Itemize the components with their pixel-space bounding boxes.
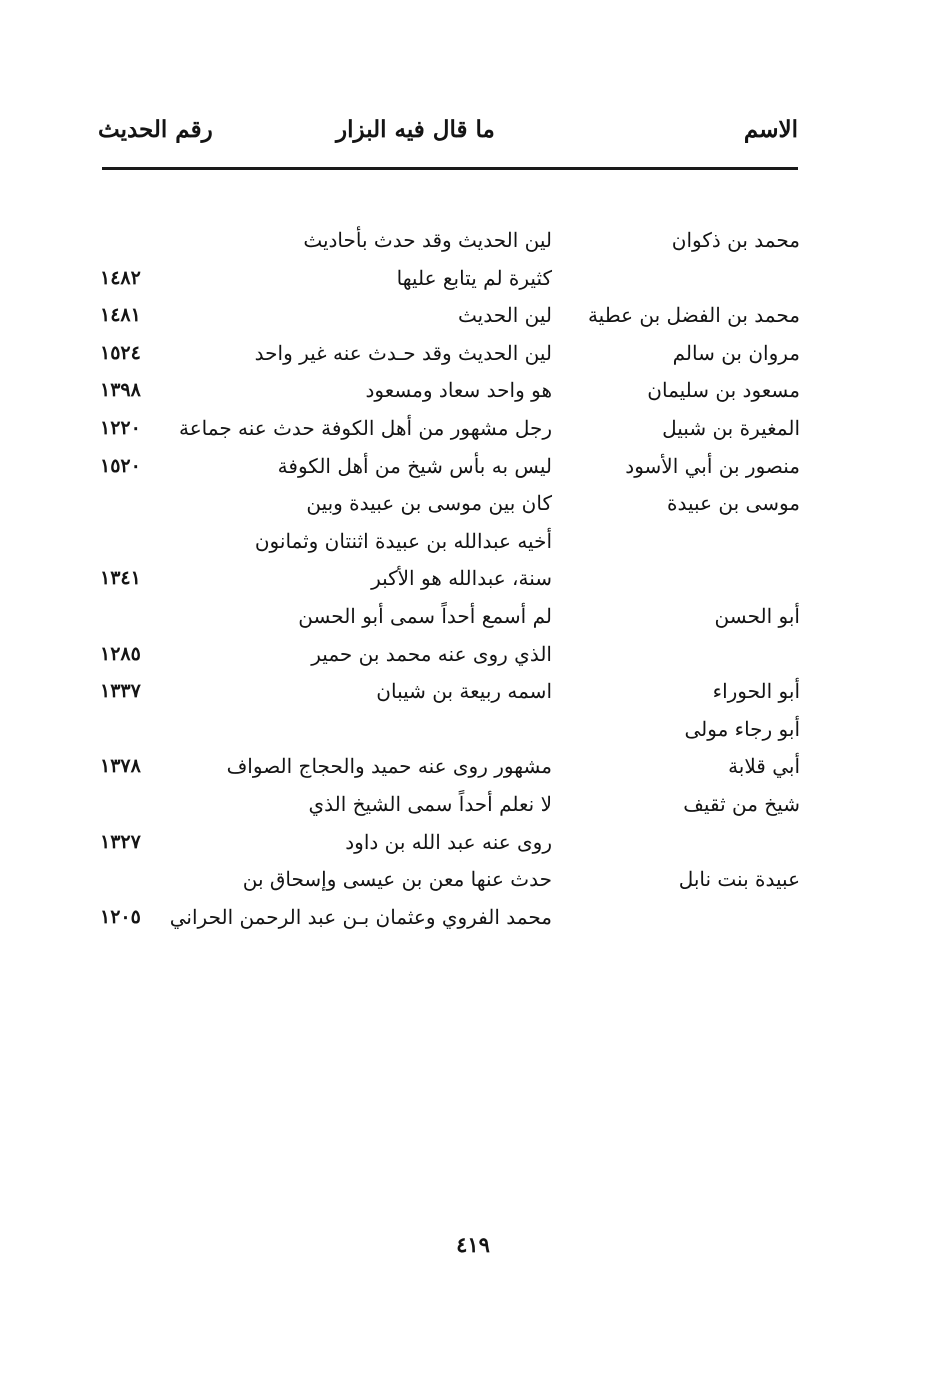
table-row: [0, 448, 946, 486]
hadith-number: ١٣٩٨: [100, 379, 141, 402]
narrator-name: المغيرة بن شبيل: [662, 415, 800, 440]
hadith-number: ١٢٨٥: [100, 642, 141, 665]
narrator-name: أبو الحوراء: [712, 679, 800, 704]
header-divider: [102, 167, 798, 170]
table-row: [0, 598, 946, 636]
table-row: [0, 297, 946, 335]
bazzar-statement: لا نعلم أحداً سمى الشيخ الذي: [308, 791, 552, 816]
table-row: [0, 372, 946, 410]
hadith-number: ١٣٤١: [100, 567, 141, 590]
narrator-name: محمد بن الفضل بن عطية: [587, 303, 800, 328]
bazzar-statement: محمد الفروي وعثمان بـن عبد الرحمن الحراني: [169, 904, 552, 929]
narrator-name: موسى بن عبيدة: [667, 491, 800, 516]
column-header-name: الاسم: [743, 116, 798, 143]
table-row: [0, 222, 946, 260]
bazzar-statement: كان بين موسى بن عبيدة وبين: [306, 491, 552, 516]
narrator-name: مسعود بن سليمان: [647, 378, 800, 403]
page-number: ٤١٩: [456, 1232, 490, 1257]
bazzar-statement: هو واحد سعاد ومسعود: [365, 378, 552, 403]
table-row: [0, 636, 946, 674]
bazzar-statement: اسمه ربيعة بن شيبان: [376, 679, 552, 704]
table-row: [0, 711, 946, 749]
bazzar-statement: لم أسمع أحداً سمى أبو الحسن: [298, 603, 552, 628]
hadith-number: ١٢٢٠: [100, 416, 141, 439]
hadith-number: ١٥٢٤: [100, 341, 141, 364]
column-header-number: رقم الحديث: [98, 116, 213, 143]
narrator-table: [0, 222, 946, 936]
hadith-number: ١٣٣٧: [100, 680, 141, 703]
narrator-name: أبو الحسن: [714, 603, 800, 628]
bazzar-statement: ليس به بأس شيخ من أهل الكوفة: [277, 453, 552, 478]
table-row: [0, 899, 946, 937]
hadith-number: ١٥٢٠: [100, 454, 141, 477]
narrator-name: شيخ من ثقيف: [683, 791, 800, 816]
table-row: [0, 824, 946, 862]
narrator-name: عبيدة بنت نابل: [678, 867, 800, 892]
bazzar-statement: لين الحديث وقد حـدث عنه غير واحد: [254, 340, 552, 365]
narrator-name: أبو رجاء مولى: [684, 716, 800, 741]
hadith-number: ١٣٧٨: [100, 755, 141, 778]
table-row: [0, 861, 946, 899]
table-row: [0, 786, 946, 824]
table-row: [0, 523, 946, 561]
column-header-said: ما قال فيه البزار: [336, 116, 495, 143]
table-row: [0, 260, 946, 298]
narrator-name: منصور بن أبي الأسود: [625, 453, 800, 478]
hadith-number: ١٣٢٧: [100, 830, 141, 853]
bazzar-statement: روى عنه عبد الله بن داود: [345, 829, 552, 854]
bazzar-statement: سنة، عبدالله هو الأكبر: [371, 566, 552, 591]
table-row: [0, 335, 946, 373]
bazzar-statement: أخيه عبدالله بن عبيدة اثنتان وثمانون: [254, 528, 552, 553]
table-row: [0, 485, 946, 523]
bazzar-statement: لين الحديث: [458, 303, 552, 328]
narrator-name: مروان بن سالم: [672, 340, 800, 365]
hadith-number: ١٢٠٥: [100, 905, 141, 928]
bazzar-statement: لين الحديث وقد حدث بأحاديث: [303, 228, 552, 252]
table-row: [0, 560, 946, 598]
bazzar-statement: مشهور روى عنه حميد والحجاج الصواف: [226, 754, 552, 779]
narrator-name: أبي قلابة: [728, 754, 800, 779]
table-row: [0, 673, 946, 711]
bazzar-statement: الذي روى عنه محمد بن حمير: [311, 641, 552, 666]
bazzar-statement: كثيرة لم يتابع عليها: [396, 265, 552, 290]
table-row: [0, 748, 946, 786]
narrator-name: محمد بن ذكوان: [671, 228, 800, 252]
bazzar-statement: رجل مشهور من أهل الكوفة حدث عنه جماعة: [179, 415, 552, 440]
hadith-number: ١٤٨١: [100, 304, 141, 327]
table-row: [0, 410, 946, 448]
bazzar-statement: حدث عنها معن بن عيسى وإسحاق بن: [242, 867, 552, 892]
hadith-number: ١٤٨٢: [100, 266, 141, 289]
